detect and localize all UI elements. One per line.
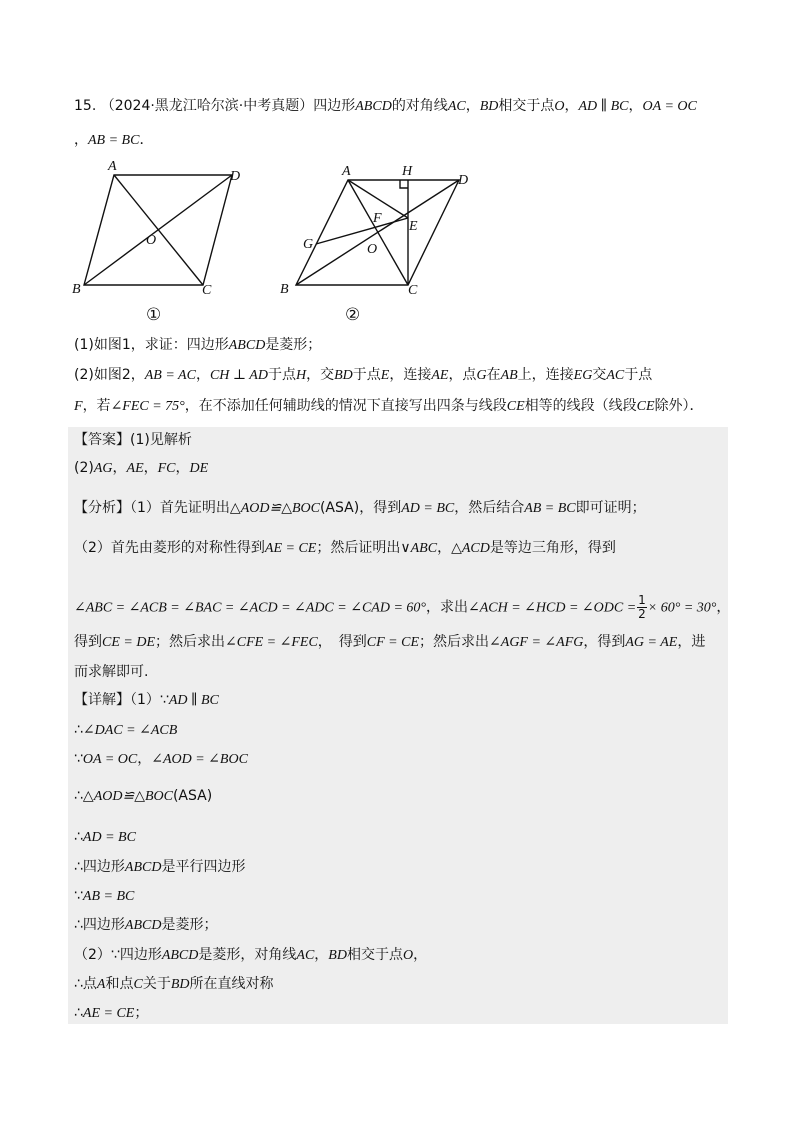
analysis-text: ，得到	[583, 634, 626, 650]
fig2-label-o: O	[367, 242, 378, 257]
detail-text: （2）∵四边形	[74, 947, 162, 963]
detail-text: ∴	[74, 829, 83, 845]
math: H	[295, 368, 307, 383]
fig2-label-f: F	[373, 211, 382, 226]
analysis-text: ，然后结合	[454, 500, 525, 516]
math: AC	[606, 368, 625, 383]
detail-line-7	[74, 886, 134, 907]
problem-text: 的对角线	[391, 98, 448, 114]
math: CE	[636, 399, 655, 414]
math: AB = BC	[82, 889, 135, 904]
math: O	[554, 99, 565, 114]
math: △AOD≌△BOC	[82, 789, 173, 804]
detail-text: （1）	[130, 692, 160, 708]
fig2-label-g: G	[303, 237, 314, 252]
math: ∠AOD = ∠BOC	[151, 752, 248, 767]
detail-text: 是菱形；	[161, 917, 218, 933]
math: FC	[157, 461, 176, 476]
analysis-text: ，	[437, 540, 452, 556]
math: CE	[506, 399, 525, 414]
answer-text: (2)	[74, 460, 94, 476]
answer-text: ，	[175, 460, 190, 476]
detail-line-3	[74, 749, 248, 770]
fig2-label-h: H	[402, 164, 413, 179]
problem-line-2	[74, 130, 153, 151]
math: △AOD≌△BOC	[229, 501, 320, 516]
detail-text: ∴	[74, 788, 83, 804]
detail-text: ∴四边形	[74, 859, 125, 875]
question-text: ，交	[306, 367, 335, 383]
problem-text: 四边形	[313, 98, 356, 114]
question-text: 在	[486, 367, 501, 383]
math: ABCD	[161, 948, 199, 963]
problem-source: （2024·黑龙江哈尔滨·中考真题）	[100, 98, 314, 114]
math: ∨ABC	[400, 541, 438, 556]
math: ∠DAC = ∠ACB	[82, 723, 178, 738]
problem-text: ．	[139, 132, 154, 148]
problem-text: 相交于点	[498, 98, 555, 114]
math: DE	[189, 461, 209, 476]
problem-text: ，	[628, 98, 643, 114]
fig1-label-b: B	[72, 282, 81, 297]
question-text: 交	[592, 367, 607, 383]
fig2-label-a: A	[342, 164, 351, 179]
detail-text: ∴	[74, 1005, 83, 1021]
problem-text: ，	[564, 98, 579, 114]
detail-text: ∴点	[74, 976, 97, 992]
fig2-segment-ge	[316, 218, 408, 244]
question-text: 于点	[624, 367, 653, 383]
math: A	[96, 977, 106, 992]
detail-text: ∵	[74, 751, 83, 767]
detail-text: ，	[413, 947, 428, 963]
answer-text: ，	[143, 460, 158, 476]
analysis-text: ；然后证明出	[316, 540, 401, 556]
question-2-line-2	[74, 396, 704, 417]
detail-line-10	[74, 974, 274, 995]
detail-line-1	[74, 690, 219, 711]
math: AB = BC	[88, 133, 140, 148]
answer-line-2	[74, 458, 208, 479]
math: (ASA)	[172, 788, 213, 804]
question-text: 相等的线段（线段	[524, 398, 637, 414]
detail-text: ∵	[159, 692, 169, 708]
problem-text: ，	[465, 98, 480, 114]
question-1	[74, 335, 321, 356]
question-text: ，连接	[389, 367, 432, 383]
math: AD ∥ BC	[578, 99, 629, 114]
detail-text: 所在直线对称	[189, 976, 274, 992]
math: AE = CE	[82, 1006, 135, 1021]
math: ∠CFE = ∠FEC	[225, 635, 318, 650]
detail-text: 相交于点	[346, 947, 403, 963]
math: AD = BC	[401, 501, 455, 516]
math: AD = BC	[82, 830, 136, 845]
math: G	[476, 368, 487, 383]
analysis-text: 而求解即可.	[74, 664, 149, 680]
analysis-line-5	[74, 662, 148, 682]
question-text: (1)如图1，求证：四边形	[74, 337, 229, 353]
math: EG	[573, 368, 593, 383]
detail-text: 是菱形，对角线	[198, 947, 297, 963]
fig2-label-c: C	[408, 283, 418, 298]
question-text: 于点	[267, 367, 296, 383]
detail-text: ，	[314, 947, 329, 963]
math: BD	[170, 977, 190, 992]
analysis-text: ；然后求出	[155, 634, 225, 650]
detail-line-4	[74, 786, 212, 807]
problem-line-1	[74, 96, 697, 117]
problem-text: ，	[74, 132, 88, 148]
detail-text: 是平行四边形	[161, 859, 246, 875]
fig1-label-c: C	[202, 283, 212, 298]
math: AB = BC	[524, 501, 576, 516]
math: AB = AC	[144, 368, 196, 383]
math: ABCD	[355, 99, 392, 114]
math: △ACD	[451, 541, 490, 556]
math: ∠ABC = ∠ACB = ∠BAC = ∠ACD = ∠ADC = ∠CAD = 60°	[74, 600, 426, 616]
fig2-caption: ②	[345, 305, 361, 324]
math: × 60° = 30°	[647, 600, 717, 616]
analysis-text: 是等边三角形，得到	[489, 540, 616, 556]
math: AD ∥ BC	[168, 693, 219, 708]
question-text: ，点	[448, 367, 477, 383]
math: CF = CE	[366, 635, 420, 650]
answer-text: (1)见解析	[130, 432, 192, 448]
analysis-text: ，进	[677, 634, 706, 650]
detail-line-5	[74, 827, 136, 848]
analysis-label: 【分析】	[74, 500, 130, 516]
math: CH ⊥ AD	[209, 368, 268, 383]
math: E	[380, 368, 390, 383]
detail-text: ∵	[74, 888, 83, 904]
question-text: ，在不添加任何辅助线的情况下直接写出四条与线段	[184, 398, 507, 414]
detail-text: ；	[134, 1005, 149, 1021]
math: AB	[500, 368, 518, 383]
analysis-text: （1）首先证明出	[130, 500, 230, 516]
math: BD	[479, 99, 499, 114]
math: AG = AE	[625, 635, 678, 650]
math: ABCD	[124, 918, 162, 933]
question-text: (2)如图2，	[74, 367, 145, 383]
analysis-text: 即可证明；	[575, 500, 646, 516]
math: BD	[328, 948, 347, 963]
fig1-caption: ①	[146, 305, 162, 324]
math: BD	[334, 368, 353, 383]
analysis-text: ；然后求出	[419, 634, 490, 650]
analysis-text: （2）首先由菱形的对称性得到	[74, 540, 265, 556]
problem-number: 15.	[74, 98, 97, 114]
question-text: ，	[195, 367, 210, 383]
question-text: 于点	[352, 367, 381, 383]
fig1-label-a: A	[108, 159, 117, 174]
fig1-label-d: D	[230, 169, 241, 184]
detail-line-8	[74, 915, 217, 936]
math: AE	[431, 368, 449, 383]
math: AE = CE	[264, 541, 317, 556]
analysis-text: ，	[716, 599, 731, 616]
math: AG	[93, 461, 113, 476]
question-text: 是菱形；	[265, 337, 322, 353]
math: C	[133, 977, 143, 992]
math: OA = OC	[642, 99, 697, 114]
analysis-line-4	[74, 632, 705, 653]
math: ∠AGF = ∠AFG	[489, 635, 584, 650]
answer-text: ，	[112, 460, 127, 476]
analysis-text: ， 得到	[317, 634, 367, 650]
math: ABCD	[228, 338, 266, 353]
math: ABCD	[124, 860, 162, 875]
question-2-line-1	[74, 365, 652, 386]
question-text: 上，连接	[517, 367, 574, 383]
math: OA = OC	[82, 752, 138, 767]
analysis-text: ，得到	[359, 500, 402, 516]
fig2-right-angle-mark	[400, 180, 408, 188]
fig1-diagonal-bd	[84, 175, 232, 285]
detail-line-6	[74, 857, 245, 878]
math: (ASA)	[319, 500, 360, 516]
figure-1	[60, 158, 270, 328]
fraction-numerator: 1	[638, 593, 646, 607]
analysis-text: 得到	[74, 634, 102, 650]
detail-line-9	[74, 945, 427, 966]
analysis-text: ，求出	[426, 599, 468, 616]
detail-line-11	[74, 1003, 148, 1024]
math: AC	[296, 948, 315, 963]
detail-text: ∴四边形	[74, 917, 125, 933]
detail-text: ，	[137, 751, 152, 767]
math: O	[402, 948, 414, 963]
math: CE = DE	[102, 635, 155, 650]
math: F	[74, 399, 83, 414]
answer-line-1	[74, 430, 192, 450]
analysis-line-1	[74, 498, 646, 519]
fig2-diagonal-bd	[296, 180, 459, 285]
fig2-label-d: D	[458, 173, 469, 188]
fig2-label-b: B	[280, 282, 289, 297]
math: AC	[447, 99, 466, 114]
figure-2	[270, 158, 490, 328]
fraction-one-half	[637, 594, 647, 621]
math: AE	[126, 461, 144, 476]
math: ∠ACH = ∠HCD = ∠ODC =	[468, 600, 637, 616]
question-text: ，若	[82, 398, 111, 414]
math: ∠FEC = 75°	[110, 399, 185, 414]
analysis-line-2	[74, 538, 616, 559]
fig2-label-e: E	[409, 219, 418, 234]
answer-label: 【答案】	[74, 432, 130, 448]
detail-text: 和点	[105, 976, 134, 992]
fraction-denominator: 2	[638, 607, 646, 621]
detail-text: 关于	[142, 976, 171, 992]
detail-label: 【详解】	[74, 692, 130, 708]
analysis-line-3	[74, 594, 730, 621]
detail-line-2	[74, 720, 177, 741]
detail-text: ∴	[74, 722, 83, 738]
question-text: 除外）．	[654, 398, 704, 414]
fig1-label-o: O	[146, 233, 157, 248]
